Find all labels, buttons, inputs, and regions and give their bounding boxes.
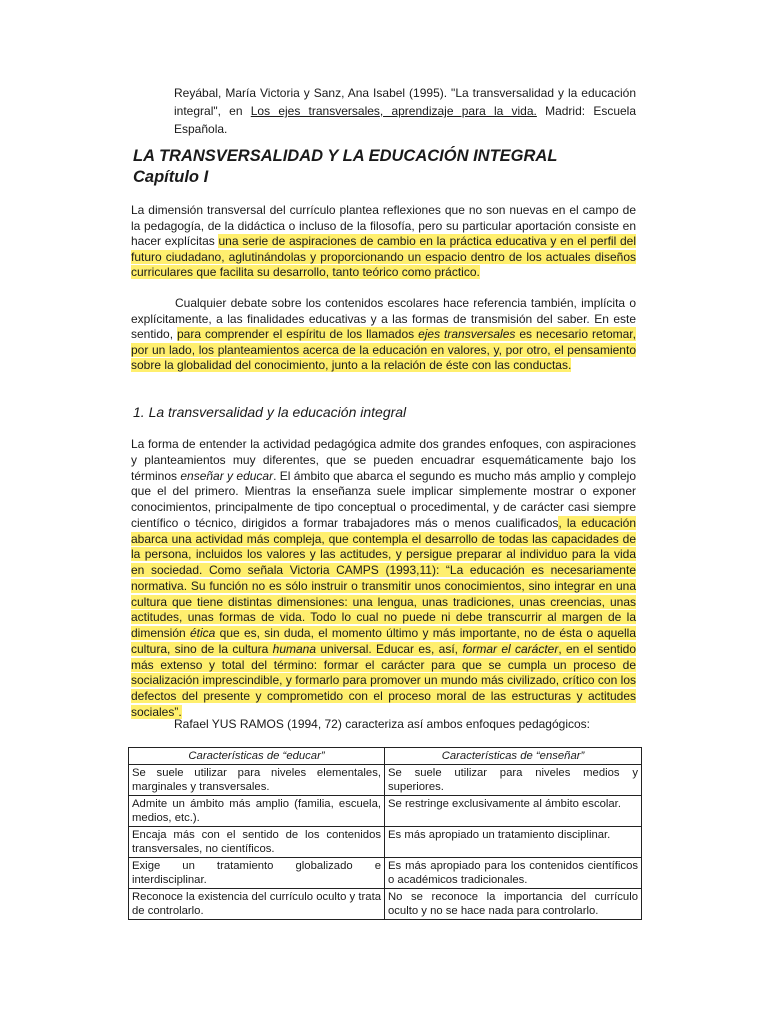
highlighted-segment: que es, sin duda, el momento último y más importante, no de ésta o aquella cultura, sino de la cultura (131, 626, 637, 656)
paragraph-1-text: La dimensión transversal del currículo plantea reflexiones que no son nuevas en el campo de la pedagogía, de la didáctica o incluso de la filosofía, pero su particular aportación consiste en hacer explícitas (131, 203, 636, 249)
table-row (129, 889, 642, 920)
comparison-table (128, 747, 642, 920)
table-header-row (129, 748, 642, 765)
highlighted-text (131, 516, 636, 719)
table-cell: Exige un tratamiento globalizado e interdisciplinar. (129, 858, 385, 889)
table-row (129, 858, 642, 889)
paragraph-3-text: La forma de entender la actividad pedagógica admite dos grandes enfoques, con aspiraciones y planteamientos muy diferentes, que se pueden encuadrar esquemáticamente bajo los términos (131, 437, 636, 483)
table-cell: No se reconoce la importancia del currículo oculto y no se hace nada para controlarlo. (385, 889, 642, 920)
chapter-title: Capítulo I (133, 168, 209, 186)
section-heading: 1. La transversalidad y la educación integral (133, 404, 407, 420)
highlighted-segment: para comprender el espíritu de los llamados (176, 327, 419, 342)
table-cell: Reconoce la existencia del currículo oculto y trata de controlarlo. (129, 889, 385, 920)
table-row (129, 765, 642, 796)
highlighted-text (131, 327, 636, 372)
column-header-ensenar: Características de “enseñar” (385, 748, 642, 765)
italic-term: enseñar y educar (180, 468, 274, 483)
highlighted-segment: es necesario retomar, por un lado, los planteamientos acerca de la educación en valores, y, por otro, el pensamiento sobre la globalidad del conocimiento, junto a la relación de éste con las conductas. (131, 327, 636, 373)
highlighted-segment: , la educación abarca una actividad más compleja, que contempla el desarrollo de todas las capacidades de la persona, incluidos los valores y las actitudes, y persigue preparar al individuo para la vida en sociedad. Como señala Victoria CAMPS (1993,11): “La educación es necesariamente normativa. Su función no es sólo instruir o transmitir unos conocimientos, sino integrar en una cultura que tiene distintas dimensiones: una lengua, unas tradiciones, unas creencias, unas actitudes, unas formas de vida. Todo lo cual no puede ni debe transcurrir al margen de la dimensión (131, 515, 636, 640)
bibliographic-reference (174, 84, 636, 138)
table-cell: Encaja más con el sentido de los contenidos transversales, no científicos. (129, 827, 385, 858)
paragraph-3-text: . El ámbito que abarca el segundo es mucho más amplio y complejo que el del primero. Mientras la enseñanza suele implicar simplemente mostrar o exponer conocimientos, principalmente de tipo conceptual o procedimental, y de carácter casi siempre científico o técnico, dirigidos a formar trabajadores más o menos cualificados (131, 468, 636, 530)
italic-term: ejes transversales (418, 327, 516, 342)
table-row (129, 827, 642, 858)
table-cell: Es más apropiado un tratamiento disciplinar. (385, 827, 642, 858)
italic-term: humana (272, 641, 317, 656)
table-cell: Es más apropiado para los contenidos científicos o académicos tradicionales. (385, 858, 642, 889)
table-row (129, 796, 642, 827)
paragraph-2 (131, 296, 636, 374)
table-intro: Rafael YUS RAMOS (1994, 72) caracteriza así ambos enfoques pedagógicos: (174, 717, 591, 731)
paragraph-2-text: Cualquier debate sobre los contenidos escolares hace referencia también, implícita o explícitamente, a las finalidades educativas y a las formas de transmisión del saber. En este sentido, (131, 296, 636, 342)
reference-book-title: Los ejes transversales, aprendizaje para la vida. (250, 104, 537, 118)
reference-authors: Reyábal, María Victoria y Sanz, Ana Isabel (1995). "La transversalidad y la educación integral", en (174, 86, 636, 118)
highlighted-segment: , en el sentido más extenso y total del término: formar el carácter para que se cumpla un proceso de socialización imprescindible, y formarlo para promover un mundo más civilizado, crítico con los defectos del presente y comprometido con el proceso moral de las estructuras y actitudes sociales”. (131, 641, 637, 719)
paragraph-1 (131, 203, 636, 281)
paragraph-3 (131, 437, 636, 721)
table-cell: Se suele utilizar para niveles medios y superiores. (385, 765, 642, 796)
table-cell: Admite un ámbito más amplio (familia, escuela, medios, etc.). (129, 796, 385, 827)
table-cell: Se restringe exclusivamente al ámbito escolar. (385, 796, 642, 827)
table-cell: Se suele utilizar para niveles elementales, marginales y transversales. (129, 765, 385, 796)
italic-term: formar el carácter (462, 641, 559, 656)
italic-term: ética (190, 626, 216, 640)
column-header-educar: Características de “educar” (129, 748, 385, 765)
highlighted-text: una serie de aspiraciones de cambio en la práctica educativa y en el perfil del futuro ciudadano, aglutinándolas y proporcionando un espacio dentro de los actuales diseños curriculares que facilita su desarrollo, tanto teórico como práctico. (131, 234, 636, 280)
document-title: LA TRANSVERSALIDAD Y LA EDUCACIÓN INTEGRAL (133, 147, 558, 165)
highlighted-segment: universal. Educar es, así, (316, 641, 463, 656)
reference-publisher: Madrid: Escuela Española. (174, 104, 637, 136)
